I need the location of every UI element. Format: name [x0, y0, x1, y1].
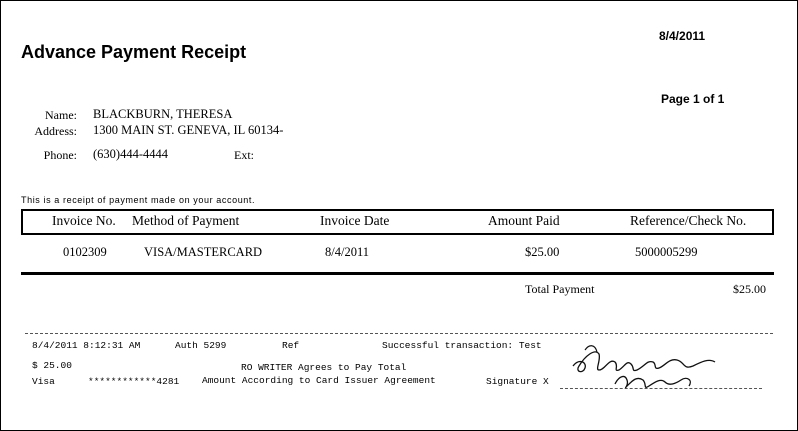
total-value: $25.00 [733, 282, 766, 296]
cell-invoice-no: 0102309 [63, 245, 107, 259]
signature-label: Signature X [486, 376, 549, 387]
phone-label: Phone: [43, 148, 77, 162]
cell-invoice-date: 8/4/2011 [325, 245, 369, 259]
total-divider [21, 272, 774, 275]
page-indicator: Page 1 of 1 [661, 92, 725, 106]
receipt-note: This is a receipt of payment made on your account. [21, 195, 256, 205]
ext-label: Ext: [234, 148, 254, 162]
slip-status: Successful transaction: Test [382, 340, 542, 351]
page-title: Advance Payment Receipt [21, 42, 247, 62]
slip-amount: $ 25.00 [32, 360, 72, 371]
col-method: Method of Payment [132, 213, 240, 228]
customer-phone: (630)444-4444 [93, 147, 168, 161]
cell-method: VISA/MASTERCARD [144, 245, 263, 259]
slip-card-number: ************4281 [88, 376, 180, 387]
slip-agree-line1: RO WRITER Agrees to Pay Total [241, 362, 407, 373]
customer-address: 1300 MAIN ST. GENEVA, IL 60134- [93, 123, 284, 137]
col-reference: Reference/Check No. [630, 213, 747, 228]
col-invoice-date: Invoice Date [320, 213, 390, 228]
cell-amount-paid: $25.00 [525, 245, 560, 259]
cell-reference: 5000005299 [635, 245, 698, 259]
name-label: Name: [45, 108, 77, 122]
slip-auth: Auth 5299 [175, 340, 227, 351]
col-invoice-no: Invoice No. [52, 213, 116, 228]
receipt-date: 8/4/2011 [659, 29, 706, 43]
tear-line [25, 333, 773, 334]
slip-ref: Ref [282, 340, 300, 351]
total-label: Total Payment [525, 282, 595, 296]
signature-scribble [565, 340, 725, 396]
address-label: Address: [34, 124, 77, 138]
customer-name: BLACKBURN, THERESA [93, 107, 233, 121]
slip-card-type: Visa [32, 376, 55, 387]
slip-agree-line2: Amount According to Card Issuer Agreement [202, 375, 436, 386]
slip-datetime: 8/4/2011 8:12:31 AM [32, 340, 141, 351]
col-amount-paid: Amount Paid [488, 213, 560, 228]
